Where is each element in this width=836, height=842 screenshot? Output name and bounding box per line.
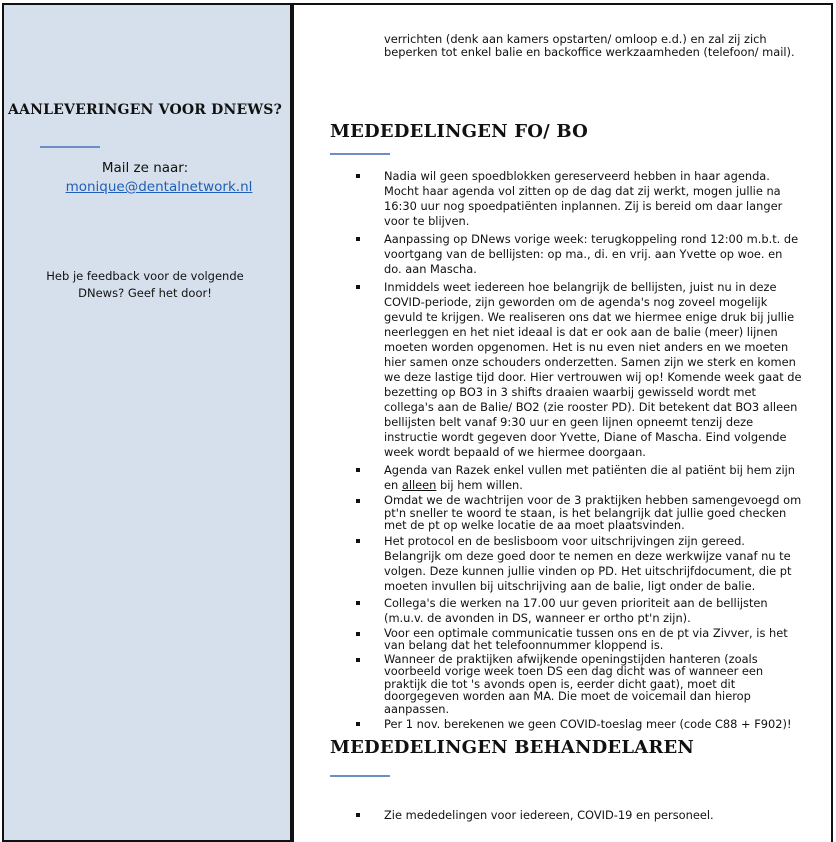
bullet-icon — [356, 632, 360, 636]
section-heading-rule — [330, 153, 390, 155]
list-item — [356, 534, 802, 594]
bullet-icon — [356, 539, 360, 543]
list-item-text: Aanpassing op DNews vorige week: terugkoppeling rond 12:00 m.b.t. de voortgang van de bellijsten: op ma., di. en vrij. aan Yvette op woe. en do. aan Mascha. — [384, 232, 799, 276]
list-item — [356, 280, 802, 460]
list-item-text: Agenda van Razek enkel vullen met patiënten die al patiënt bij hem zijn en — [384, 463, 796, 492]
list-item — [356, 627, 802, 652]
list-item — [356, 494, 802, 532]
section-heading-fo-bo: MEDEDELINGEN FO/ BO — [330, 121, 588, 142]
list-item-text: Wanneer de praktijken afwijkende openingstijden hanteren (zoals voorbeeld vorige week toen DS een dag dicht was of wanneer een praktijk die tot 's avonds open is, eerder dicht gaat), moet dit doorgegeven worden aan MA. Die moet de voicemail dan hierop aanpassen. — [384, 651, 764, 716]
list-item — [356, 596, 802, 626]
list-item — [356, 808, 802, 823]
section-heading-rule — [330, 775, 390, 777]
list-item — [356, 653, 802, 716]
underlined-word: alleen — [401, 478, 437, 492]
list-item-text: Het protocol en de beslisboom voor uitschrijvingen zijn gereed. Belangrijk om deze goed door te nemen en deze werkwijze vanaf nu te volgen. Deze kunnen jullie vinden op PD. Het uitschrijfdocument, die pt moeten invullen bij uitschrijving aan de balie, ligt onder de balie. — [384, 533, 792, 593]
sidebar-title: AANLEVERINGEN VOOR DNEWS? — [7, 102, 282, 118]
sidebar-mail-link[interactable]: monique@dentalnetwork.nl — [65, 179, 253, 195]
list-item — [356, 717, 802, 732]
list-item-text-end: bij hem willen. — [436, 478, 523, 492]
sidebar-feedback-label: Heb je feedback voor de volgende DNews? Geef het door! — [46, 269, 244, 300]
intro-paragraph: verrichten (denk aan kamers opstarten/ omloop e.d.) en zal zij zich beperken tot enkel balie en backoffice werkzaamheden (telefoon/ mail). — [384, 32, 795, 60]
section-heading-behandelaren: MEDEDELINGEN BEHANDELAREN — [330, 737, 695, 758]
bullet-icon — [356, 658, 360, 662]
bullet-icon — [356, 722, 360, 726]
list-item-text: Omdat we de wachtrijen voor de 3 praktijken hebben samengevoegd om pt'n sneller te woord te staan, is het belangrijk dat jullie goed checken met de pt op welke locatie de aa moet plaatsvinden. — [384, 493, 802, 532]
sidebar-mail-block — [0, 159, 290, 197]
sidebar-mail-label: Mail ze naar: — [101, 160, 189, 176]
bullet-icon — [356, 237, 360, 241]
list-item-text: Zie mededelingen voor iedereen, COVID-19 en personeel. — [384, 808, 714, 822]
list-item — [356, 169, 802, 229]
bullet-icon — [356, 499, 360, 503]
list-item-text: Per 1 nov. berekenen we geen COVID-toeslag meer (code C88 + F902)! — [384, 717, 792, 731]
list-item-text: Collega's die werken na 17.00 uur geven prioriteit aan de bellijsten (m.u.v. de avonden in DS, wanneer er ortho pt'n zijn). — [384, 595, 768, 625]
list-item-text: Voor een optimale communicatie tussen ons en de pt via Zivver, is het van belang dat het telefoonnummer kloppend is. — [384, 625, 788, 652]
bullet-icon — [356, 813, 360, 817]
sidebar — [2, 3, 292, 842]
bullet-icon — [356, 601, 360, 605]
list-item-text: Nadia wil geen spoedblokken gereserveerd hebben in haar agenda. Mocht haar agenda vol zitten op de dag dat zij werkt, mogen jullie na 16:30 uur nog spoedpatiënten inplannen. Zij is bereid om daar langer voor te blijven. — [384, 169, 783, 228]
sidebar-feedback-text — [0, 268, 290, 302]
fo-bo-list — [356, 169, 802, 732]
bullet-icon — [356, 174, 360, 178]
behandelaren-list — [356, 808, 802, 823]
bullet-icon — [356, 285, 360, 289]
list-item-text: Inmiddels weet iedereen hoe belangrijk de bellijsten, juist nu in deze COVID-periode, zijn geworden om de agenda's nog zoveel mogelijk gevuld te krijgen. We realiseren ons dat we hiermee enige druk bij jullie neerleggen en het niet ideaal is dat er ook aan de balie (meer) lijnen moeten worden opgenomen. Het is nu even niet anders en we moeten hier samen onze schouders onderzetten. Samen zijn we sterk en komen we deze lastige tijd door. Hier vertrouwen wij op! Komende week gaat de bezetting op BO3 in 3 shifts draaien waarbij gewisseld wordt met collega's aan de Balie/ BO2 (zie rooster PD). Dit betekent dat BO3 alleen bellijsten belt vanaf 9:30 uur en geen lijnen opneemt tenzij deze instructie wordt gegeven door Yvette, Diane of Mascha. Eind volgende week wordt bepaald of we hiermee doorgaan. — [384, 280, 802, 459]
bullet-icon — [356, 468, 360, 472]
sidebar-title-rule — [40, 146, 100, 148]
list-item — [356, 232, 802, 277]
list-item — [356, 463, 802, 493]
